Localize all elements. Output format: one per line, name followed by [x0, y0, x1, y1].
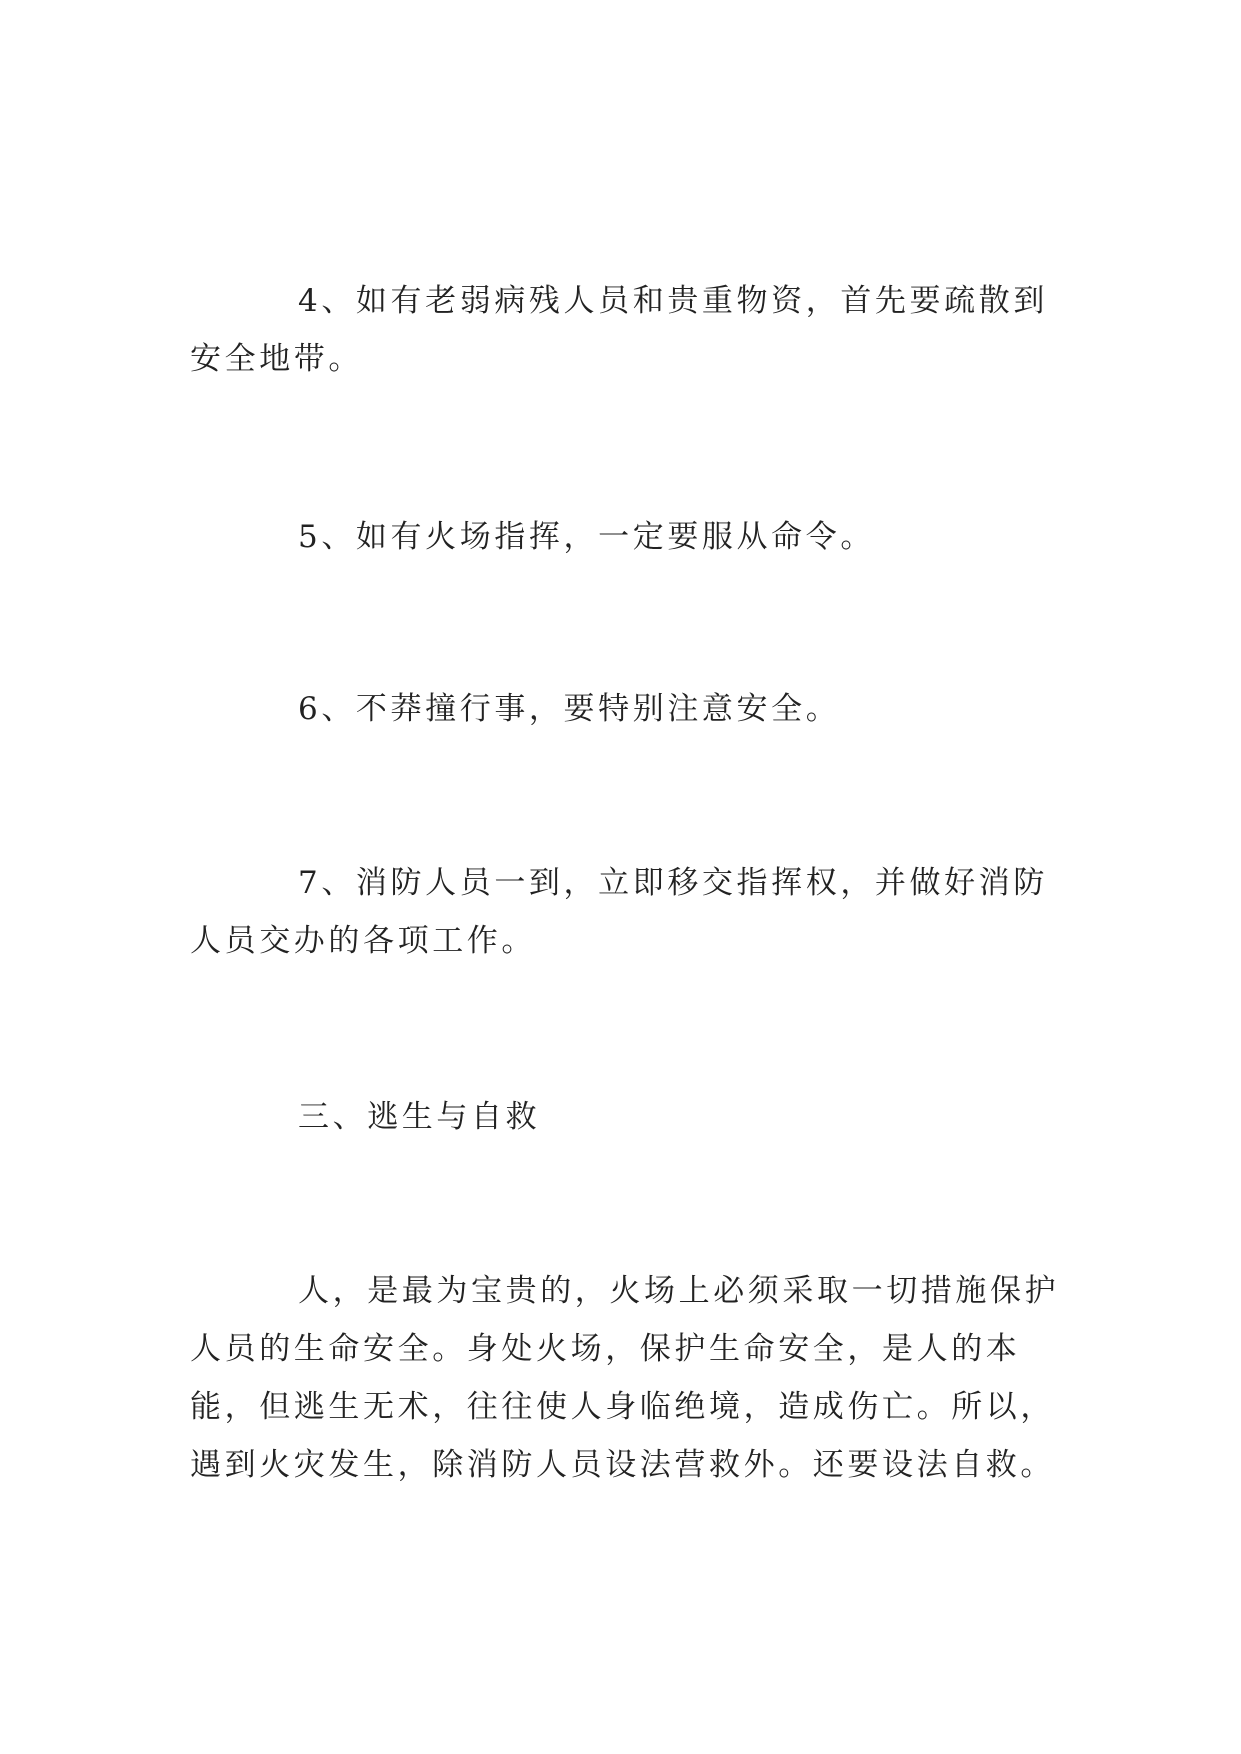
paragraph-item-6: 6、不莽撞行事，要特别注意安全。 [298, 691, 841, 727]
paragraph-item-5: 5、如有火场指挥，一定要服从命令。 [298, 519, 875, 555]
body-paragraph: 人，是最为宝贵的，火场上必须采取一切措施保护人员的生命安全。身处火场，保护生命安全，是人的本能，但逃生无术，往往使人身临绝境，造成伤亡。所以，遇到火灾发生，除消防人员设法营救外。还要设法自救。 [190, 1273, 1060, 1483]
section-heading: 三、逃生与自救 [298, 1099, 541, 1135]
paragraph-item-7: 7、消防人员一到，立即移交指挥权，并做好消防人员交办的各项工作。 [190, 865, 1048, 959]
paragraph-item-4: 4、如有老弱病残人员和贵重物资，首先要疏散到安全地带。 [190, 283, 1048, 377]
